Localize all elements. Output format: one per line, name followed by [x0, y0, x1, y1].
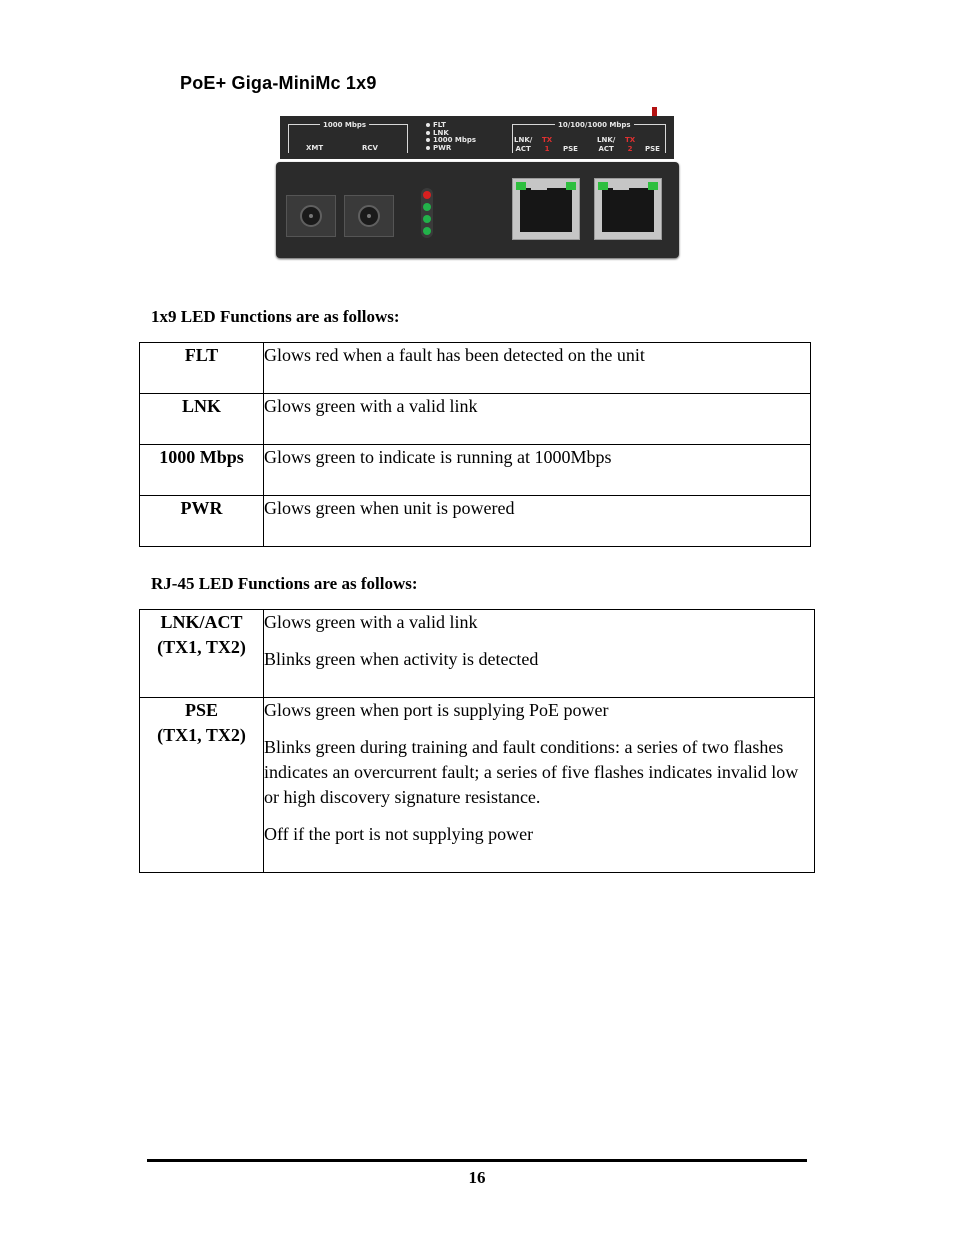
led-flt-icon — [423, 191, 431, 199]
rcv-label: RCV — [362, 144, 378, 152]
legend-lnk: LNK — [433, 128, 449, 137]
led-key: 1000 Mbps — [140, 445, 264, 496]
led-key: PSE (TX1, TX2) — [140, 698, 264, 873]
led-desc: Glows green when port is supplying PoE power Blinks green during training and fault conditions: a series of two flashes indicates an overcurrent fault; a series of five flashes indicates invalid low or high discovery signature resistance. Off if the port is not supplying power — [264, 698, 815, 873]
led-table-1x9 — [139, 342, 811, 547]
section2-heading: RJ-45 LED Functions are as follows: — [151, 574, 418, 593]
legend-pwr: PWR — [433, 143, 452, 152]
port2-lnk-act-label: LNK/ ACT — [597, 136, 616, 153]
status-led-column — [421, 188, 433, 238]
led-desc: Glows green when unit is powered — [264, 496, 811, 547]
led-1000-icon — [423, 215, 431, 223]
xmt-label: XMT — [306, 144, 324, 152]
led-desc: Glows green with a valid link Blinks green when activity is detected — [264, 610, 815, 698]
port1-tx-label: TX 1 — [542, 136, 553, 153]
led-key: LNK — [140, 394, 264, 445]
led-desc: Glows green to indicate is running at 1000Mbps — [264, 445, 811, 496]
fiber-speed-label: 1000 Mbps — [320, 121, 369, 129]
led-table-rj45 — [139, 609, 815, 873]
led-desc: Glows green with a valid link — [264, 394, 811, 445]
rj45-port-2-icon — [594, 178, 662, 240]
table-row — [140, 394, 811, 445]
page-title: PoE+ Giga-MiniMc 1x9 — [180, 73, 377, 93]
led-legend — [426, 122, 476, 152]
led-key: FLT — [140, 343, 264, 394]
table-row — [140, 496, 811, 547]
device-illustration — [276, 104, 680, 259]
legend-flt: FLT — [433, 121, 446, 129]
led-key: LNK/ACT (TX1, TX2) — [140, 610, 264, 698]
table-row — [140, 698, 815, 873]
rj45-speed-label: 10/100/1000 Mbps — [555, 121, 634, 129]
port2-pse-label: PSE — [645, 145, 660, 153]
footer-divider — [147, 1159, 807, 1162]
legend-1000: 1000 Mbps — [433, 136, 477, 144]
port1-lnk-act-label: LNK/ ACT — [514, 136, 533, 153]
port1-pse-label: PSE — [563, 145, 578, 153]
table-row — [140, 343, 811, 394]
section1-heading: 1x9 LED Functions are as follows: — [151, 307, 400, 326]
rj45-port-1-icon — [512, 178, 580, 240]
fiber-port-xmt — [286, 195, 336, 237]
port2-tx-label: TX 2 — [625, 136, 636, 153]
table-row — [140, 445, 811, 496]
led-desc: Glows red when a fault has been detected on the unit — [264, 343, 811, 394]
led-key: PWR — [140, 496, 264, 547]
led-lnk-icon — [423, 203, 431, 211]
table-row — [140, 610, 815, 698]
fiber-port-rcv — [344, 195, 394, 237]
page-number: 16 — [468, 1168, 486, 1187]
led-pwr-icon — [423, 227, 431, 235]
